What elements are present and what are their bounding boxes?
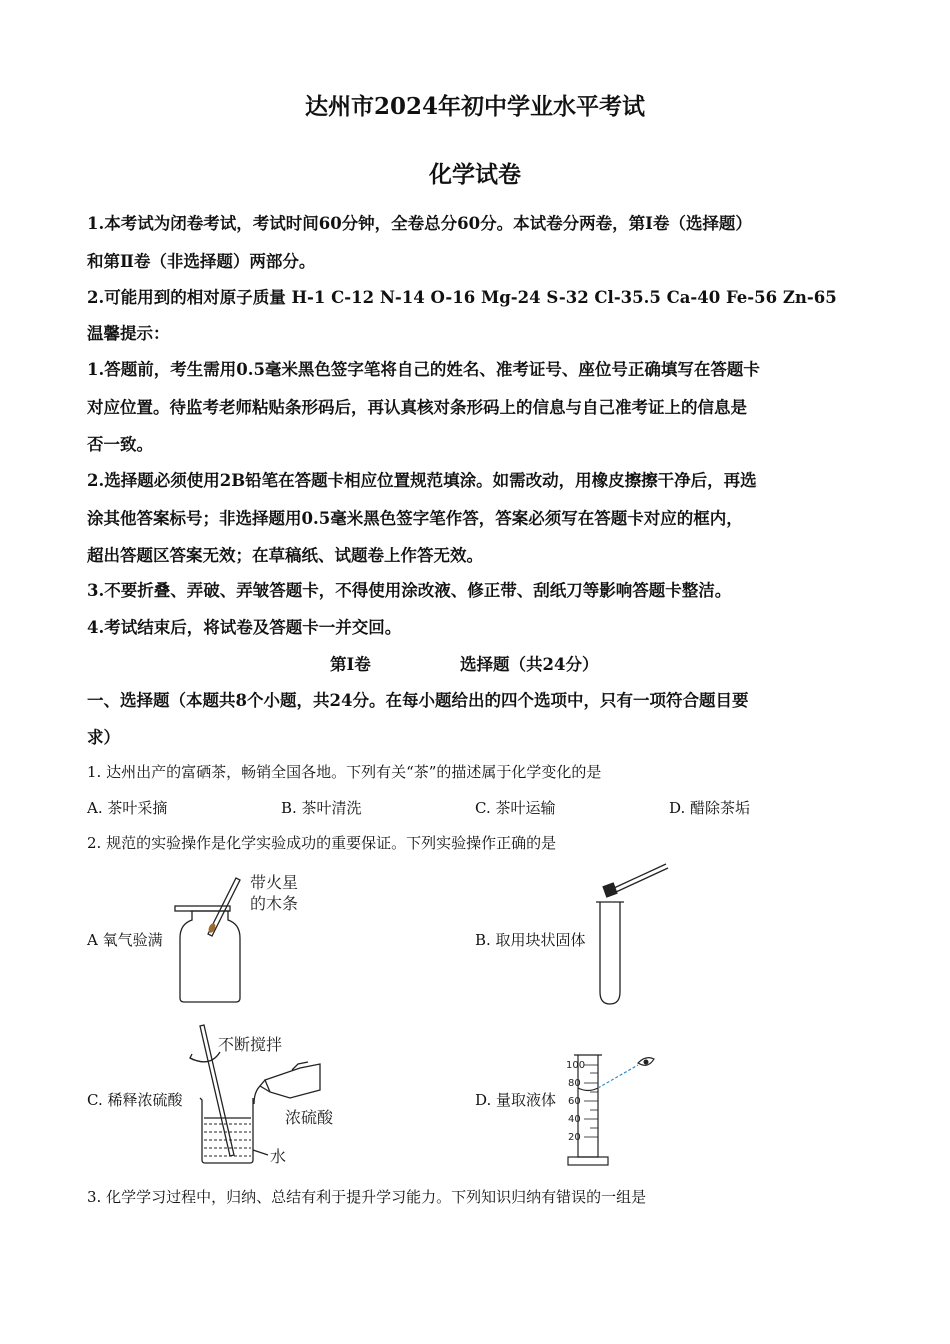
q2-option-b: B. 取用块状固体 — [475, 931, 586, 949]
part-label: 第I卷 — [330, 655, 371, 674]
cylinder-tick-label: 40 — [568, 1114, 581, 1125]
q1-option-d: D. 醋除茶垢 — [669, 799, 751, 817]
note-line: 1.本考试为闭卷考试，考试时间60分钟，全卷总分60分。本试卷分两卷，第I卷（选择题） — [87, 214, 752, 233]
page-title: 达州市2024年初中学业水平考试 — [304, 93, 645, 120]
eye-icon — [638, 1058, 654, 1066]
q2-option-c: C. 稀释浓硫酸 — [87, 1091, 183, 1109]
cylinder-tick-label: 20 — [568, 1132, 581, 1143]
q2-option-a: A 氧气验满 — [87, 931, 163, 949]
figA-label-2: 的木条 — [250, 894, 299, 913]
figC-acid-label: 浓硫酸 — [285, 1108, 334, 1127]
cylinder-tick-label: 100 — [566, 1060, 586, 1071]
tip-line: 1.答题前，考生需用0.5毫米黑色签字笔将自己的姓名、准考证号、座位号正确填写在答题卡 — [87, 360, 760, 379]
question-3-stem: 3. 化学学习过程中，归纳、总结有利于提升学习能力。下列知识归纳有错误的一组是 — [87, 1188, 647, 1206]
page-subtitle: 化学试卷 — [429, 161, 521, 188]
figure-test-tube-solid — [590, 860, 680, 1010]
cylinder-tick-label: 60 — [568, 1096, 581, 1107]
q1-option-b: B. 茶叶清洗 — [281, 799, 362, 817]
figC-water-label: 水 — [270, 1147, 287, 1166]
figA-label-1: 带火星 — [250, 873, 299, 892]
part-title: 选择题（共24分） — [460, 655, 599, 674]
atomic-mass-note: 2.可能用到的相对原子质量 H-1 C-12 N-14 O-16 Mg-24 S-32 Cl-35.5 Ca-40 Fe-56 Zn-65 — [87, 288, 837, 307]
q1-option-c: C. 茶叶运输 — [475, 799, 556, 817]
tips-heading: 温馨提示： — [87, 324, 170, 343]
note-line: 和第Ⅱ卷（非选择题）两部分。 — [87, 252, 316, 271]
q1-option-a: A. 茶叶采摘 — [87, 799, 168, 817]
q2-option-d: D. 量取液体 — [475, 1091, 557, 1109]
section-heading-cont: 求） — [87, 728, 120, 747]
tip-line: 否一致。 — [87, 435, 153, 454]
figure-dilute-acid — [180, 1020, 360, 1170]
tip-line: 超出答题区答案无效；在草稿纸、试题卷上作答无效。 — [87, 546, 483, 565]
question-2-stem: 2. 规范的实验操作是化学实验成功的重要保证。下列实验操作正确的是 — [87, 834, 557, 852]
section-heading: 一、选择题（本题共8个小题，共24分。在每小题给出的四个选项中，只有一项符合题目要 — [87, 691, 749, 710]
cylinder-tick-label: 80 — [568, 1078, 581, 1089]
sight-line — [598, 1065, 638, 1088]
question-1-stem: 1. 达州出产的富硒茶，畅销全国各地。下列有关“茶”的描述属于化学变化的是 — [87, 763, 602, 781]
tip-line: 3.不要折叠、弄破、弄皱答题卡，不得使用涂改液、修正带、刮纸刀等影响答题卡整洁。 — [87, 581, 732, 600]
figure-oxygen-test — [170, 868, 330, 1008]
tip-line: 对应位置。待监考老师粘贴条形码后，再认真核对条形码上的信息与自己准考证上的信息是 — [87, 398, 747, 417]
figure-graduated-cylinder — [560, 1025, 670, 1170]
tip-line: 2.选择题必须使用2B铅笔在答题卡相应位置规范填涂。如需改动，用橡皮擦擦干净后，再选 — [87, 471, 757, 490]
tip-line: 涂其他答案标号；非选择题用0.5毫米黑色签字笔作答，答案必须写在答题卡对应的框内， — [87, 509, 743, 528]
tip-line: 4.考试结束后，将试卷及答题卡一并交回。 — [87, 618, 402, 637]
figC-stir-label: 不断搅拌 — [218, 1035, 283, 1054]
